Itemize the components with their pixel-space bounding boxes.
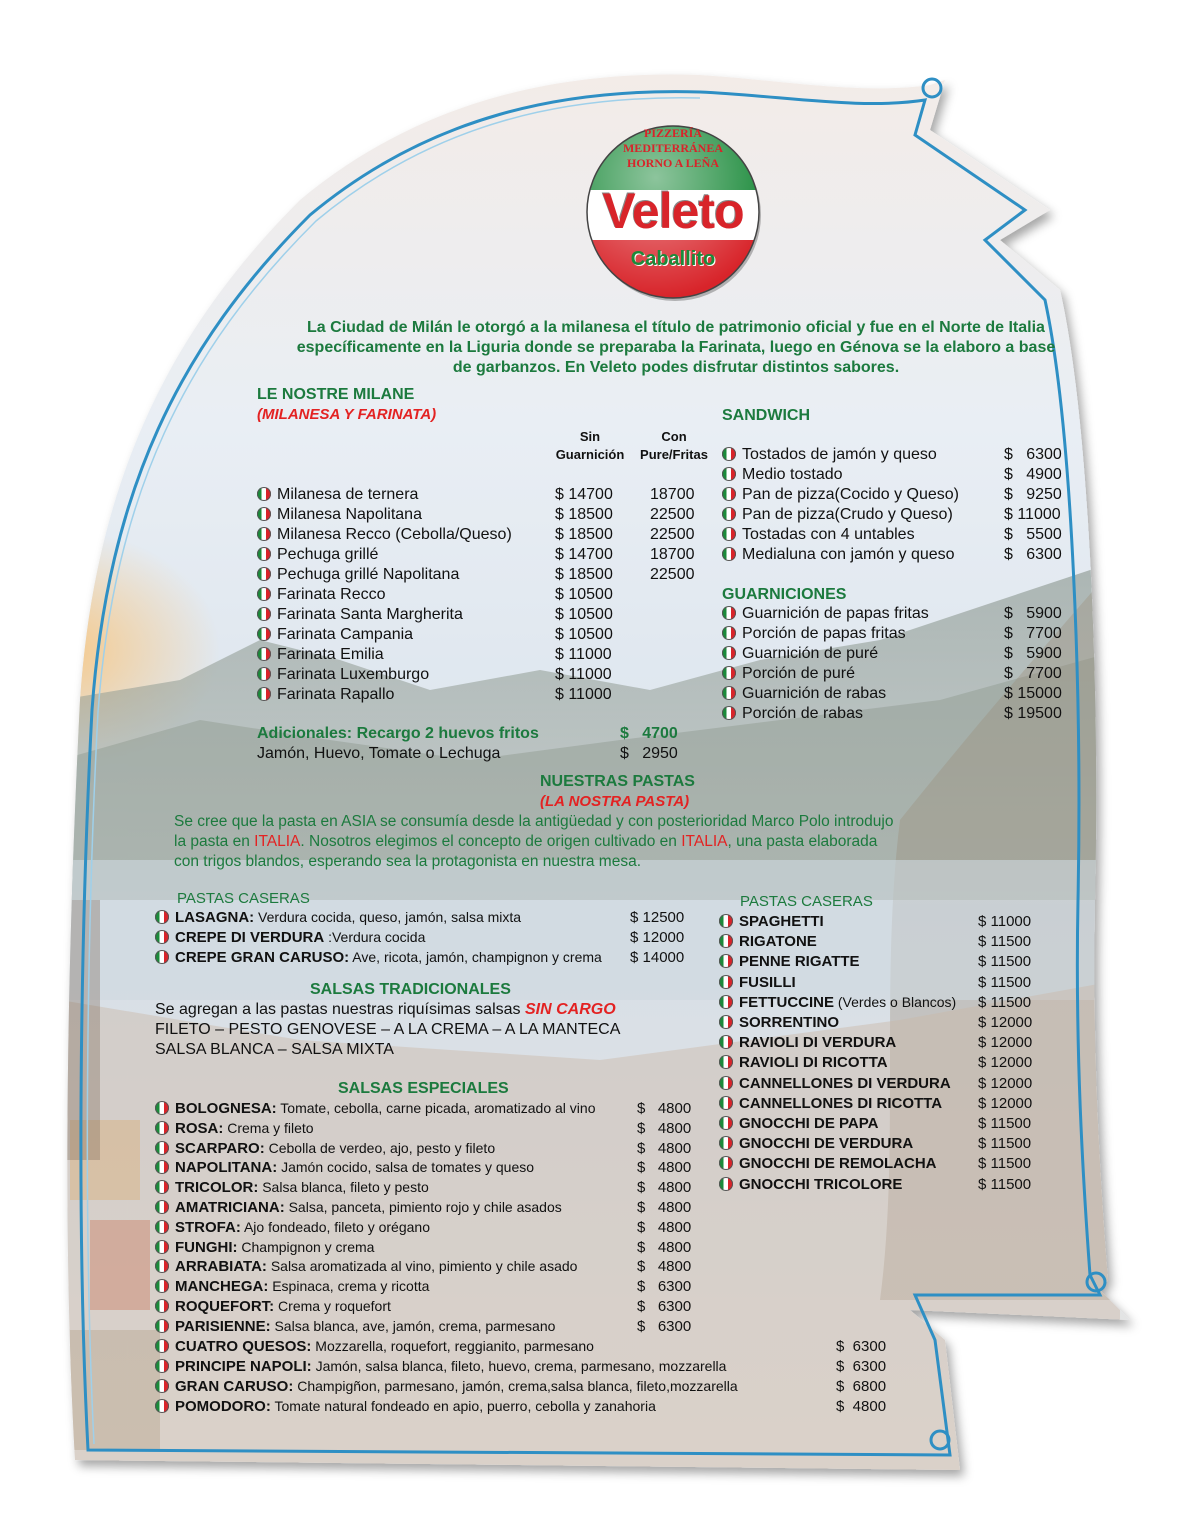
casera-right-item [719, 1014, 839, 1031]
italy-flag-icon [155, 910, 169, 924]
salsa-esp-item [155, 1239, 374, 1256]
guarnicion-item [722, 665, 855, 683]
salsa-esp-item [155, 1179, 429, 1196]
salsa-esp-wide-item-name: PRINCIPE NAPOLI: [175, 1358, 312, 1375]
casera-right-item-name: RIGATONE [739, 933, 817, 951]
casera-right-item-price: $ 12000 [978, 1014, 1033, 1031]
salsa-esp-item-name: STROFA: [175, 1218, 241, 1236]
milane-subtitle: (MILANESA Y FARINATA) [257, 406, 437, 423]
milane-item [257, 606, 463, 624]
guarnicion-item [722, 645, 878, 663]
casera-left-item-desc: Ave, ricota, jamón, champignon y crema [349, 949, 602, 965]
salsa-esp-item [155, 1318, 555, 1335]
salsa-esp-wide-item-price: $ 6800 [836, 1378, 887, 1395]
italy-flag-icon [155, 1121, 169, 1135]
desc2-part-a: la pasta en [174, 833, 255, 850]
guarnicion-item-name: Porción de puré [742, 665, 855, 682]
desc2-part-c: . Nosotros elegimos el concepto de origen cultivado en [300, 833, 682, 850]
salsa-esp-item-price: $ 4800 [637, 1119, 692, 1137]
casera-right-item-name: RAVIOLI DI RICOTTA [739, 1054, 888, 1072]
casera-right-item-name: GNOCCHI DE VERDURA [739, 1135, 914, 1153]
casera-right-item-price: $ 11000 [978, 913, 1032, 930]
casera-right-item-desc: (Verdes o Blancos) [834, 993, 957, 1010]
salsa-esp-item [155, 1258, 577, 1275]
salsa-esp-wide-item [155, 1338, 594, 1355]
casera-right-item [719, 1135, 913, 1152]
pastas-desc-line3: con trigos blandos, esperando sea la protagonista en nuestra mesa. [174, 853, 642, 870]
milane-item-name: Milanesa Recco (Cebolla/Queso) [277, 526, 512, 543]
casera-left-item-desc: Verdura cocida, queso, jamón, salsa mixta [254, 909, 522, 925]
salsa-esp-item-name: BOLOGNESA: [175, 1100, 277, 1117]
salsa-esp-item [155, 1298, 391, 1315]
casera-right-item [719, 974, 796, 991]
italy-flag-icon [722, 686, 736, 700]
milane-item [257, 666, 429, 684]
salsa-esp-item-name: AMATRICIANA: [175, 1199, 285, 1216]
guarnicion-item [722, 605, 929, 623]
casera-right-item-name: FETTUCCINE [739, 993, 834, 1011]
italy-flag-icon [155, 1180, 169, 1194]
salsa-esp-item-name: FUNGHI: [175, 1238, 238, 1256]
salsa-esp-item-desc: Champignon y crema [237, 1238, 375, 1255]
guarnicion-item [722, 685, 886, 703]
sandwich-item-name: Pan de pizza(Cocido y Queso) [742, 486, 959, 503]
milane-item [257, 486, 418, 504]
italy-flag-icon [155, 1160, 169, 1174]
milane-item [257, 506, 422, 524]
salsa-esp-item-desc: Salsa blanca, ave, jamón, crema, parmesano [270, 1317, 556, 1334]
salsa-esp-wide-item-name: GRAN CARUSO: [175, 1378, 294, 1395]
milane-item-price-sin: $ 11000 [555, 646, 612, 663]
casera-right-item-price: $ 11500 [978, 1175, 1032, 1193]
salsas-trad-text [155, 1000, 620, 1060]
casera-left-item [155, 929, 425, 946]
italy-flag-icon [155, 1399, 169, 1413]
italy-flag-icon [722, 646, 736, 660]
milane-item [257, 686, 394, 704]
sandwich-item-price: $ 4900 [1004, 466, 1062, 483]
casera-right-item-name: PENNE RIGATTE [739, 953, 860, 971]
sin-cargo-label: SIN CARGO [524, 1001, 616, 1018]
salsa-esp-item-price: $ 4800 [637, 1238, 692, 1256]
salsa-esp-item-desc: Tomate, cebolla, carne picada, aromatizado al vino [276, 1100, 596, 1116]
milane-item [257, 546, 378, 564]
sandwich-item [722, 486, 959, 504]
italy-flag-icon [722, 606, 736, 620]
salsa-esp-item [155, 1140, 495, 1157]
milane-item-price-con: 18700 [650, 546, 695, 563]
casera-right-item [719, 1054, 888, 1071]
italy-flag-icon [722, 467, 736, 481]
pastas-desc [174, 812, 894, 872]
guarnicion-item-name: Porción de rabas [742, 705, 863, 722]
casera-left-item-name: LASAGNA: [175, 909, 255, 926]
italy-flag-icon [722, 666, 736, 680]
salsa-esp-item-name: ROQUEFORT: [175, 1298, 275, 1315]
salsa-esp-item-desc: Salsa, panceta, pimiento rojo y chile asados [284, 1199, 562, 1215]
italy-flag-icon [155, 1319, 169, 1333]
desc2-italia-1: ITALIA [254, 833, 301, 850]
sandwich-item-price: $ 11000 [1004, 506, 1061, 523]
casera-left-item [155, 909, 521, 926]
salsas-trad-line1-text: Se agregan a las pastas nuestras riquísimas salsas [155, 1001, 525, 1018]
intro-text: La Ciudad de Milán le otorgó a la milanesa el título de patrimonio oficial y fue en el Norte de Italia específicamente en la Liguria donde se preparaba la Farinata, luego en Génova se la elaboro a base de garbanzos. En Veleto podes disfrutar distintos sabores. [296, 319, 1056, 376]
guarnicion-item [722, 705, 863, 723]
salsa-esp-item-name: MANCHEGA: [175, 1278, 269, 1296]
milane-item-name: Milanesa de ternera [277, 486, 419, 503]
salsa-esp-item-price: $ 4800 [637, 1218, 692, 1236]
sandwich-item-price: $ 5500 [1004, 526, 1062, 543]
salsa-esp-item-price: $ 6300 [637, 1278, 692, 1296]
salsa-esp-item-desc: Ajo fondeado, fileto y orégano [240, 1218, 430, 1235]
pastas-desc-line2 [174, 832, 894, 852]
casera-right-item-price: $ 11500 [978, 1115, 1032, 1132]
logo-place: Caballito [630, 248, 716, 270]
italy-flag-icon [155, 950, 169, 964]
casera-right-item-name: CANNELLONES DI VERDURA [739, 1074, 951, 1092]
casera-left-item-price: $ 12000 [630, 929, 685, 946]
salsa-esp-item-price: $ 6300 [637, 1298, 692, 1315]
milane-item-price-con: 18700 [650, 486, 695, 503]
milane-item-name: Farinata Campania [277, 626, 414, 643]
pastas-title: NUESTRAS PASTAS [540, 773, 695, 790]
casera-right-item-name: GNOCCHI DE REMOLACHA [739, 1155, 937, 1173]
salsa-esp-item-name: TRICOLOR: [175, 1179, 259, 1197]
caseras-left-title: PASTAS CASERAS [177, 890, 310, 907]
italy-flag-icon [257, 687, 271, 701]
italy-flag-icon [719, 914, 733, 928]
italy-flag-icon [257, 567, 271, 581]
salsa-esp-item-name: PARISIENNE: [175, 1317, 271, 1335]
sandwich-item-price: $ 9250 [1004, 486, 1062, 503]
salsa-esp-item-price: $ 4800 [637, 1258, 692, 1276]
salsa-esp-item-name: SCARPARO: [175, 1139, 265, 1157]
sandwich-item-price: $ 6300 [1004, 446, 1062, 463]
casera-left-item-desc: :Verdura cocida [324, 929, 426, 945]
milane-item-name: Farinata Santa Margherita [277, 606, 463, 623]
logo-brand: Veleto [602, 183, 744, 239]
italy-flag-icon [155, 1200, 169, 1214]
guarnicion-item-name: Guarnición de papas fritas [742, 605, 929, 622]
casera-right-item [719, 1075, 951, 1092]
milane-item-price-sin: $ 18500 [555, 566, 613, 583]
salsas-trad-line1 [155, 1000, 620, 1020]
guarnicion-item-price: $ 7700 [1004, 625, 1062, 642]
salsa-esp-wide-item-desc: Tomate natural fondeado en apio, puerro, cebolla y zanahoria [270, 1398, 656, 1414]
casera-right-item [719, 1176, 902, 1193]
italy-flag-icon [722, 447, 736, 461]
italy-flag-icon [257, 607, 271, 621]
milane-item-name: Pechuga grillé [277, 546, 379, 563]
salsa-esp-item-name: ARRABIATA: [175, 1258, 267, 1276]
logo-line2: MEDITERRÁNEA [622, 141, 723, 155]
milane-item-price-sin: $ 14700 [555, 546, 613, 563]
salsa-esp-item-price: $ 4800 [637, 1179, 692, 1197]
italy-flag-icon [719, 1035, 733, 1049]
italy-flag-icon [719, 934, 733, 948]
italy-flag-icon [155, 930, 169, 944]
sandwich-item-name: Pan de pizza(Crudo y Queso) [742, 506, 953, 523]
salsa-esp-wide-item [155, 1398, 656, 1415]
casera-right-item-price: $ 11500 [978, 933, 1032, 951]
milane-item-price-sin: $ 18500 [555, 506, 613, 523]
italy-flag-icon [719, 1076, 733, 1090]
casera-left-item [155, 949, 602, 966]
logo-line1: PIZZERÍA [643, 126, 702, 140]
milane-item [257, 566, 459, 584]
milane-item-price-sin: $ 10500 [555, 626, 613, 643]
italy-flag-icon [257, 667, 271, 681]
casera-left-item-price: $ 12500 [630, 909, 685, 926]
salsa-esp-item [155, 1159, 534, 1176]
guarnicion-item-price: $ 5900 [1004, 605, 1062, 622]
milane-item [257, 586, 386, 604]
salsas-trad-line2: FILETO – PESTO GENOVESE – A LA CREMA – A LA MANTECA [155, 1021, 621, 1038]
salsas-trad-title: SALSAS TRADICIONALES [310, 981, 511, 998]
casera-right-item-price: $ 11500 [978, 1135, 1032, 1153]
milane-item-price-con: 22500 [650, 526, 695, 543]
italy-flag-icon [257, 647, 271, 661]
sandwich-item-name: Tostadas con 4 untables [742, 526, 915, 543]
casera-right-item [719, 913, 824, 930]
casera-right-item [719, 1155, 937, 1172]
sandwich-item-price: $ 6300 [1004, 546, 1062, 563]
guarnicion-item-price: $ 7700 [1004, 665, 1062, 682]
italy-flag-icon [257, 627, 271, 641]
italy-flag-icon [155, 1279, 169, 1293]
sandwich-item [722, 466, 843, 484]
casera-left-item-name: CREPE GRAN CARUSO: [175, 949, 350, 966]
italy-flag-icon [155, 1220, 169, 1234]
casera-right-item [719, 1034, 896, 1051]
milane-item-price-con: 22500 [650, 566, 695, 583]
casera-right-item-name: GNOCCHI DE PAPA [739, 1115, 879, 1132]
italy-flag-icon [155, 1379, 169, 1393]
pastas-desc-line1: Se cree que la pasta en ASIA se consumía desde la antigüedad y con posterioridad Marco Polo introdujo [174, 813, 894, 830]
sandwich-item [722, 546, 955, 564]
salsa-esp-item-price: $ 6300 [637, 1317, 692, 1335]
italy-flag-icon [719, 1116, 733, 1130]
salsa-esp-wide-item-name: CUATRO QUESOS: [175, 1338, 312, 1355]
italy-flag-icon [719, 1177, 733, 1191]
italy-flag-icon [719, 1096, 733, 1110]
milane-item-name: Milanesa Napolitana [277, 506, 422, 523]
italy-flag-icon [719, 954, 733, 968]
milane-item-price-sin: $ 11000 [555, 686, 612, 703]
salsa-esp-wide-item-price: $ 6300 [836, 1338, 887, 1355]
salsa-esp-wide-item [155, 1378, 738, 1395]
casera-right-item-name: RAVIOLI DI VERDURA [739, 1034, 897, 1052]
italy-flag-icon [722, 547, 736, 561]
extra-price: $ 2950 [620, 745, 678, 762]
casera-right-item-price: $ 11500 [978, 953, 1032, 971]
italy-flag-icon [722, 626, 736, 640]
salsa-esp-item-desc: Crema y fileto [223, 1119, 314, 1136]
salsa-esp-item-name: NAPOLITANA: [175, 1159, 278, 1177]
milane-item-name: Farinata Luxemburgo [277, 666, 430, 683]
pastas-subtitle: (LA NOSTRA PASTA) [540, 793, 690, 810]
sandwich-item [722, 506, 953, 524]
milane-title: LE NOSTRE MILANE [257, 386, 415, 403]
extra-label: Jamón, Huevo, Tomate o Lechuga [257, 745, 501, 762]
italy-flag-icon [722, 527, 736, 541]
milane-item-price-sin: $ 14700 [555, 486, 613, 503]
sandwich-item-name: Tostados de jamón y queso [742, 446, 937, 463]
guarnicion-item-name: Guarnición de puré [742, 645, 879, 662]
salsas-trad-line3: SALSA BLANCA – SALSA MIXTA [155, 1041, 394, 1058]
italy-flag-icon [719, 1055, 733, 1069]
salsa-esp-item-price: $ 4800 [637, 1199, 692, 1216]
italy-flag-icon [719, 975, 733, 989]
logo-line3: HORNO A LEÑA [626, 156, 719, 170]
italy-flag-icon [155, 1299, 169, 1313]
guarnicion-item-name: Porción de papas fritas [742, 625, 906, 642]
casera-right-item-price: $ 12000 [978, 1094, 1033, 1112]
salsa-esp-item-price: $ 4800 [637, 1139, 692, 1157]
salsa-esp-wide-item-desc: Champigñon, parmesano, jamón, crema,salsa blanca, fileto,mozzarella [293, 1378, 738, 1394]
guarnicion-item-name: Guarnición de rabas [742, 685, 887, 702]
salsa-esp-item [155, 1100, 596, 1117]
guarnicion-item-price: $ 15000 [1004, 685, 1062, 702]
italy-flag-icon [719, 1136, 733, 1150]
italy-flag-icon [155, 1240, 169, 1254]
italy-flag-icon [257, 527, 271, 541]
milane-item-price-sin: $ 10500 [555, 586, 613, 603]
salsa-esp-item-desc: Salsa aromatizada al vino, pimiento y chile asado [266, 1258, 578, 1275]
italy-flag-icon [155, 1141, 169, 1155]
sandwich-item [722, 526, 915, 544]
salsa-esp-item-desc: Salsa blanca, fileto y pesto [258, 1179, 429, 1196]
casera-right-item-price: $ 11500 [978, 1155, 1032, 1173]
casera-right-item-name: FUSILLI [739, 973, 796, 991]
casera-right-item-name: SORRENTINO [739, 1014, 840, 1031]
sandwich-item-name: Medialuna con jamón y queso [742, 546, 955, 563]
guarnicion-item-price: $ 5900 [1004, 645, 1062, 662]
milane-item-name: Pechuga grillé Napolitana [277, 566, 460, 583]
italy-flag-icon [257, 587, 271, 601]
casera-right-item-price: $ 11500 [978, 993, 1032, 1011]
casera-right-item-name: SPAGHETTI [739, 913, 824, 930]
italy-flag-icon [719, 1156, 733, 1170]
desc2-italia-2: ITALIA [681, 833, 728, 850]
salsa-esp-wide-item-price: $ 6300 [836, 1358, 887, 1375]
salsa-esp-item-price: $ 4800 [637, 1159, 692, 1177]
milane-item [257, 526, 512, 544]
salsas-esp-title: SALSAS ESPECIALES [338, 1080, 509, 1097]
milane-item-price-sin: $ 10500 [555, 606, 613, 623]
salsa-esp-item-desc: Crema y roquefort [274, 1298, 391, 1314]
milane-item-price-sin: $ 11000 [555, 666, 612, 683]
casera-right-item [719, 1095, 942, 1112]
salsa-esp-wide-item-desc: Jamón, salsa blanca, fileto, huevo, crema, parmesano, mozzarella [311, 1358, 727, 1374]
salsa-esp-item [155, 1278, 429, 1295]
salsa-esp-item-desc: Jamón cocido, salsa de tomates y queso [277, 1159, 535, 1176]
casera-left-item-price: $ 14000 [630, 949, 685, 966]
salsa-esp-item [155, 1120, 314, 1137]
adicional-label: Adicionales: Recargo 2 huevos fritos [257, 725, 539, 742]
guarniciones-title: GUARNICIONES [722, 586, 847, 603]
sandwich-title: SANDWICH [722, 407, 810, 424]
casera-left-item-name: CREPE DI VERDURA [175, 929, 325, 946]
salsa-esp-item [155, 1219, 430, 1236]
casera-right-item-name: GNOCCHI TRICOLORE [739, 1175, 903, 1193]
casera-right-item [719, 1115, 878, 1132]
italy-flag-icon [257, 487, 271, 501]
casera-right-item-price: $ 12000 [978, 1074, 1033, 1092]
italy-flag-icon [719, 1015, 733, 1029]
casera-right-item [719, 994, 956, 1011]
sandwich-item [722, 446, 937, 464]
logo [583, 120, 763, 305]
salsa-esp-item [155, 1199, 562, 1216]
milane-item-price-con: 22500 [650, 506, 695, 523]
italy-flag-icon [155, 1339, 169, 1353]
milane-item-name: Farinata Emilia [277, 646, 384, 663]
guarnicion-item-price: $ 19500 [1004, 705, 1062, 722]
milane-item-name: Farinata Recco [277, 586, 386, 603]
milane-col2-header: Con Pure/Fritas [640, 429, 708, 462]
casera-right-item-price: $ 12000 [978, 1034, 1033, 1052]
casera-right-item [719, 933, 817, 950]
salsa-esp-wide-item-name: POMODORO: [175, 1398, 271, 1415]
italy-flag-icon [155, 1259, 169, 1273]
milane-col1-header: Sin Guarnición [555, 429, 625, 462]
salsa-esp-wide-item-desc: Mozzarella, roquefort, reggianito, parmesano [311, 1338, 594, 1354]
italy-flag-icon [722, 507, 736, 521]
casera-right-item [719, 953, 860, 970]
salsa-esp-wide-item [155, 1358, 726, 1375]
salsa-esp-item-price: $ 4800 [637, 1100, 692, 1117]
italy-flag-icon [257, 547, 271, 561]
adicional-price: $ 4700 [620, 725, 678, 742]
casera-right-item-price: $ 11500 [978, 973, 1032, 991]
italy-flag-icon [155, 1101, 169, 1115]
salsa-esp-item-name: ROSA: [175, 1119, 224, 1137]
milane-item-price-sin: $ 18500 [555, 526, 613, 543]
italy-flag-icon [155, 1359, 169, 1373]
casera-right-item-price: $ 12000 [978, 1054, 1033, 1072]
italy-flag-icon [722, 487, 736, 501]
italy-flag-icon [722, 706, 736, 720]
milane-item-name: Farinata Rapallo [277, 686, 395, 703]
caseras-right-title: PASTAS CASERAS [740, 893, 873, 910]
sandwich-item-name: Medio tostado [742, 466, 843, 483]
guarnicion-item [722, 625, 906, 643]
salsa-esp-wide-item-price: $ 4800 [836, 1398, 887, 1415]
salsa-esp-item-desc: Espinaca, crema y ricotta [268, 1278, 430, 1295]
casera-right-item-name: CANNELLONES DI RICOTTA [739, 1094, 943, 1112]
milane-item [257, 626, 413, 644]
desc2-part-e: , una pasta elaborada [727, 833, 878, 850]
italy-flag-icon [257, 507, 271, 521]
salsa-esp-item-desc: Cebolla de verdeo, ajo, pesto y fileto [264, 1139, 496, 1156]
milane-item [257, 646, 384, 664]
italy-flag-icon [719, 995, 733, 1009]
